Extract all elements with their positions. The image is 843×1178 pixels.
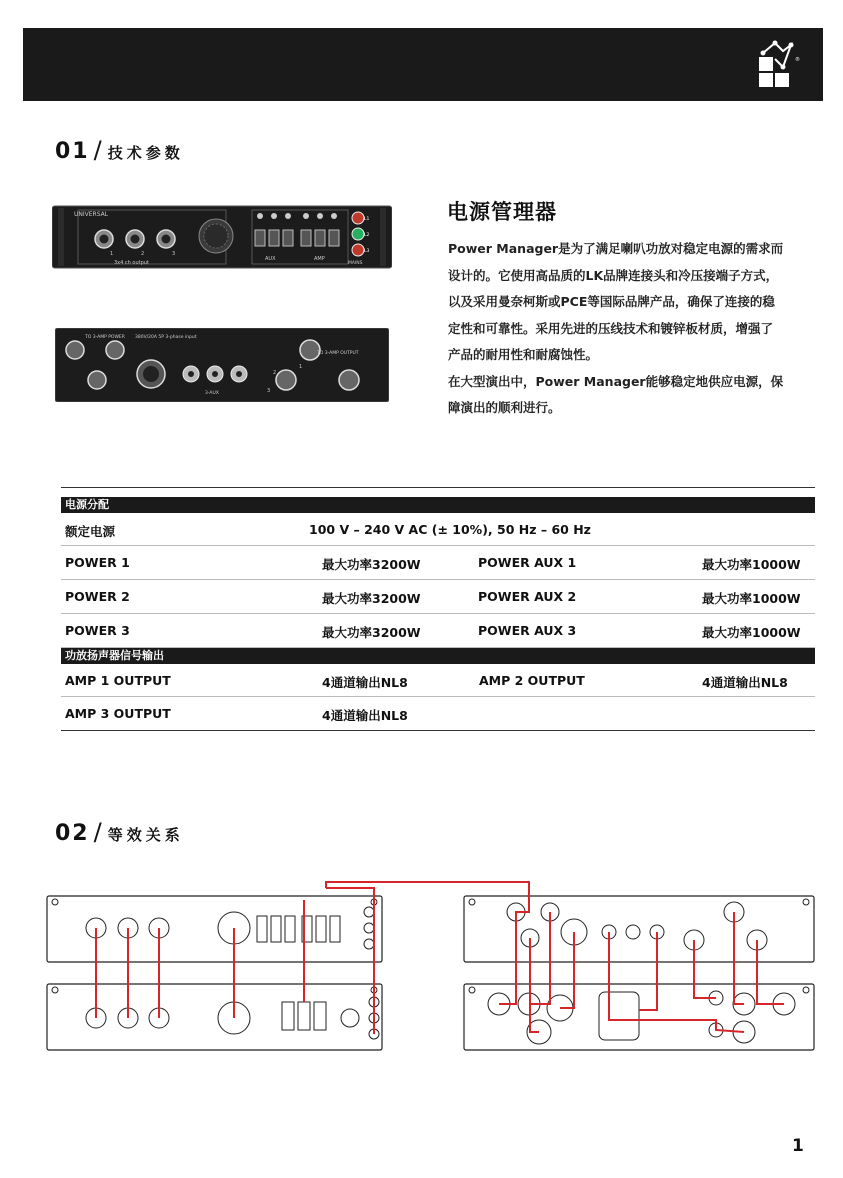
front-output-label: 3x4 ch output xyxy=(114,260,149,266)
table-row xyxy=(61,614,815,648)
table-top-rule xyxy=(61,487,815,497)
section-2-slash: / xyxy=(93,818,102,846)
power-name: POWER 1 xyxy=(65,555,130,570)
front-amp-label: AMP xyxy=(314,256,325,262)
power-value: 最大功率3200W xyxy=(322,625,421,640)
description-line: 障演出的顺利进行。 xyxy=(448,400,561,415)
aux-value: 最大功率1000W xyxy=(702,557,801,572)
description-line: 定性和可靠性。采用先进的压线技术和镀锌板材质，增强了 xyxy=(448,320,774,336)
front-aux-label: AUX xyxy=(265,256,276,262)
section-2-number: 02 xyxy=(55,821,90,846)
description-line: 以及采用曼奈柯斯或PCE等国际品牌产品，确保了连接的稳 xyxy=(448,294,775,309)
table-row xyxy=(61,580,815,614)
back-port-1: 1 xyxy=(299,364,303,370)
amp-value-2: 4通道输出NL8 xyxy=(702,675,788,690)
power-value: 最大功率3200W xyxy=(322,557,421,572)
amp-value: 4通道输出NL8 xyxy=(322,675,408,690)
aux-name: POWER AUX 3 xyxy=(478,623,577,638)
page-number: 1 xyxy=(792,1136,804,1156)
section-1-slash: / xyxy=(93,136,102,164)
aux-value: 最大功率1000W xyxy=(702,591,801,606)
header-bar xyxy=(23,28,823,101)
lamp-l1: L1 xyxy=(364,217,370,222)
spec-table xyxy=(61,487,815,731)
power-value: 最大功率3200W xyxy=(322,591,421,606)
back-input-label: 380V/20A 5P 3-phase input xyxy=(135,335,197,340)
table-row xyxy=(61,664,815,697)
amp-name: AMP 3 OUTPUT xyxy=(65,706,171,721)
front-port-3: 3 xyxy=(172,251,176,257)
product-description xyxy=(448,236,818,422)
back-aux-label: 3-AUX xyxy=(205,391,219,396)
product-title: 电源管理器 xyxy=(447,200,557,224)
signal-section-header: 功放扬声器信号输出 xyxy=(61,648,815,664)
brand-logo-icon xyxy=(745,37,803,95)
svg-text:®: ® xyxy=(795,57,800,63)
back-port-3: 3 xyxy=(267,388,271,394)
front-port-1: 1 xyxy=(110,251,114,257)
description-line: 在大型演出中，Power Manager能够稳定地供应电源，保 xyxy=(448,373,784,389)
front-brand: UNIVERSAL xyxy=(74,211,109,218)
front-port-2: 2 xyxy=(141,251,145,257)
section-1-number: 01 xyxy=(55,139,90,164)
table-row xyxy=(61,513,815,546)
amp-name-2: AMP 2 OUTPUT xyxy=(479,673,585,688)
section-1-title xyxy=(55,136,184,164)
power-name: POWER 3 xyxy=(65,623,130,638)
amp-value: 4通道输出NL8 xyxy=(322,708,408,723)
power-section-header: 电源分配 xyxy=(61,497,815,513)
amp-name: AMP 1 OUTPUT xyxy=(65,673,171,688)
wiring-diagram xyxy=(44,880,819,1055)
rated-value: 100 V – 240 V AC (± 10%), 50 Hz – 60 Hz xyxy=(309,522,591,537)
aux-name: POWER AUX 2 xyxy=(478,589,577,604)
rated-label: 额定电源 xyxy=(65,524,116,539)
section-1-name: 技术参数 xyxy=(107,144,184,162)
description-line: 产品的耐用性和耐腐蚀性。 xyxy=(448,347,599,362)
power-name: POWER 2 xyxy=(65,589,130,604)
back-power-label: TO 3-AMP POWER xyxy=(85,335,125,340)
aux-name: POWER AUX 1 xyxy=(478,555,577,570)
front-mains-label: MAINS xyxy=(348,261,363,266)
back-port-2: 2 xyxy=(273,370,277,376)
description-line: 设计的。它使用高品质的LK品牌连接头和冷压接端子方式， xyxy=(448,267,779,283)
back-output-label: TO 3-AMP OUTPUT xyxy=(317,351,359,356)
device-back-photo xyxy=(55,328,389,402)
device-front-photo xyxy=(52,202,392,274)
table-row xyxy=(61,697,815,731)
section-2-name: 等效关系 xyxy=(107,826,184,844)
table-row xyxy=(61,546,815,580)
section-2-title xyxy=(55,818,184,846)
lamp-l3: L3 xyxy=(364,249,370,254)
lamp-l2: L2 xyxy=(364,233,370,238)
description-line: Power Manager是为了满足喇叭功放对稳定电源的需求而 xyxy=(448,241,784,256)
aux-value: 最大功率1000W xyxy=(702,625,801,640)
